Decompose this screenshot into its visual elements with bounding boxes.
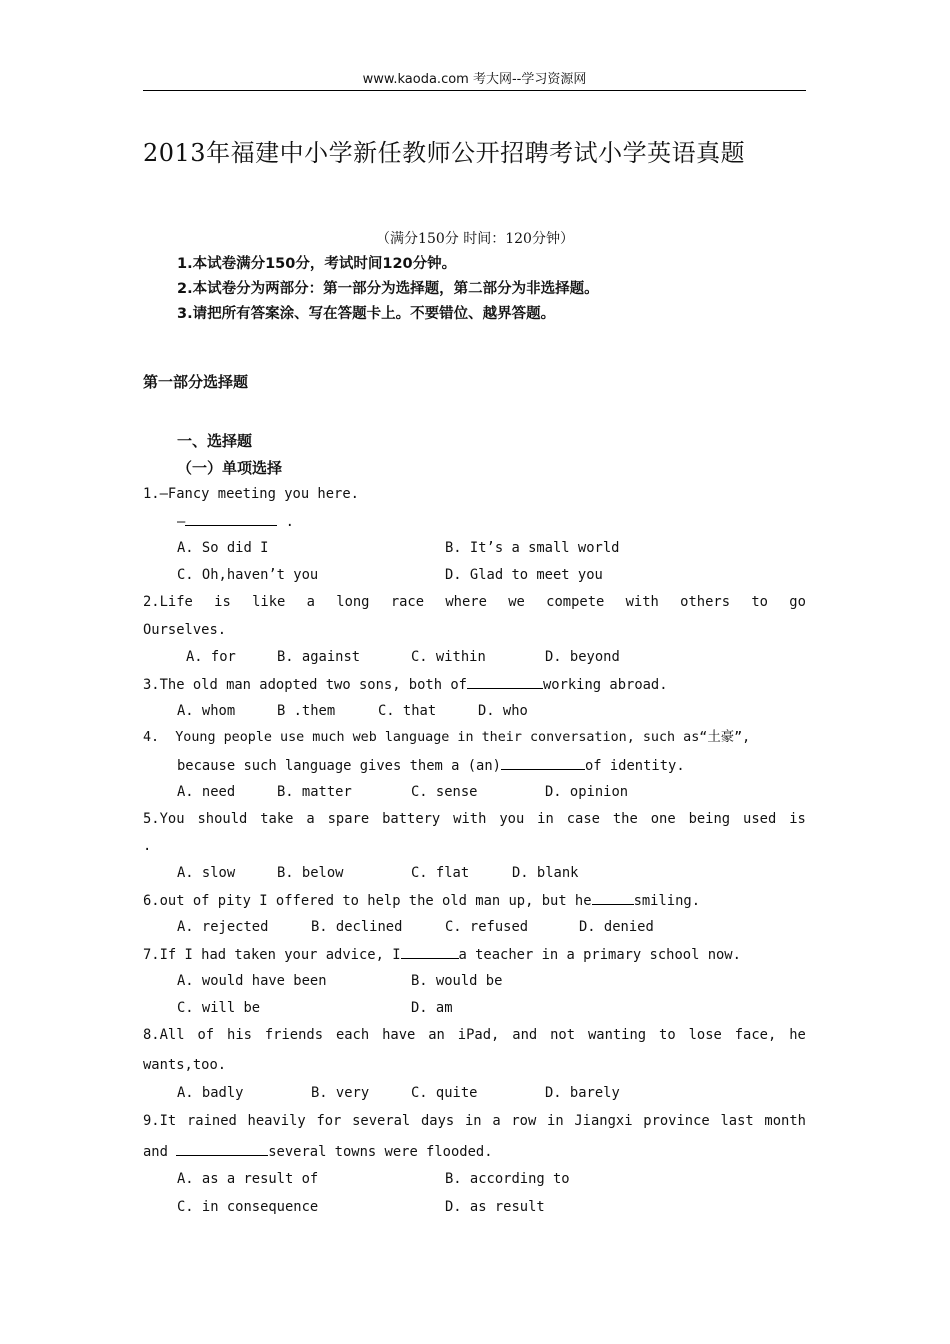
word: is <box>789 811 806 827</box>
word: used <box>743 811 777 827</box>
question-8-option-d: D. barely <box>545 1085 620 1101</box>
word: several <box>352 1113 411 1129</box>
question-2-stem <box>143 592 806 612</box>
stem-text: working abroad. <box>542 677 668 693</box>
word: should <box>197 811 248 827</box>
word: case <box>566 811 600 827</box>
word: a <box>492 1113 501 1129</box>
word: in <box>547 1113 564 1129</box>
instruction-item: 1.本试卷满分150分，考试时间120分钟。 <box>177 256 457 272</box>
word: others <box>680 594 731 610</box>
question-8-stem-cont: wants,too. <box>143 1057 227 1073</box>
question-6-option-a: A. rejected <box>177 919 269 935</box>
question-7-option-d: D. am <box>411 1000 453 1016</box>
instructions-list <box>177 252 599 327</box>
question-8-stem <box>143 1025 806 1045</box>
stem-text: and <box>143 1144 177 1160</box>
question-9-stem <box>143 1111 806 1131</box>
word: in <box>537 811 554 827</box>
question-1-reply <box>177 511 294 532</box>
word: a <box>306 811 315 827</box>
word: each <box>335 1027 370 1043</box>
question-4-stem-cont <box>177 755 685 776</box>
stem-text: because such language gives them a (an) <box>177 758 501 774</box>
answer-blank <box>501 755 585 770</box>
word: Jiangxi <box>574 1113 633 1129</box>
question-6-option-d: D. denied <box>579 919 654 935</box>
question-3-option-d: D. who <box>478 703 528 719</box>
question-1-option-d: D. Glad to meet you <box>445 567 603 583</box>
word: not <box>550 1027 576 1043</box>
word: you <box>499 811 525 827</box>
word: month <box>764 1113 806 1129</box>
word: heavily <box>247 1113 306 1129</box>
question-4-option-c: C. sense <box>411 784 478 800</box>
question-9-option-d: D. as result <box>445 1199 545 1215</box>
word: we <box>508 594 525 610</box>
word: days <box>420 1113 455 1129</box>
word: face, <box>734 1027 777 1043</box>
question-3-option-c: C. that <box>378 703 437 719</box>
stem-text: 6.out of pity I offered to help the old man up, but he <box>143 893 592 909</box>
question-9-option-b: B. according to <box>445 1171 570 1187</box>
section-heading: 一、选择题 <box>177 432 253 450</box>
answer-blank <box>176 1141 268 1156</box>
word: to <box>751 594 768 610</box>
question-8-option-b: B. very <box>311 1085 370 1101</box>
word: 9.It <box>143 1113 177 1129</box>
word: 5.You <box>143 811 185 827</box>
word: go <box>789 594 806 610</box>
question-5-option-d: D. blank <box>512 865 579 881</box>
word: with <box>453 811 487 827</box>
question-7-stem <box>143 944 741 965</box>
word: being <box>688 811 731 827</box>
question-7-option-c: C. will be <box>177 1000 261 1016</box>
word: to <box>659 1027 676 1043</box>
answer-blank <box>467 674 543 689</box>
question-3-stem <box>143 674 668 695</box>
subsection-heading: （一）单项选择 <box>177 459 283 477</box>
question-2-option-b: B. against <box>277 649 361 665</box>
question-2-stem-cont: Ourselves. <box>143 622 227 638</box>
word: friends <box>264 1027 324 1043</box>
stem-text: a teacher in a primary school now. <box>458 947 741 963</box>
word: of <box>197 1027 215 1043</box>
word: long <box>336 594 370 610</box>
word: take <box>260 811 294 827</box>
word: rained <box>186 1113 237 1129</box>
question-1-option-c: C. Oh,haven’t you <box>177 567 319 583</box>
word: 8.All <box>143 1027 185 1043</box>
question-4-option-b: B. matter <box>277 784 352 800</box>
question-5-option-c: C. flat <box>411 865 470 881</box>
question-1-option-a: A. So did I <box>177 540 269 556</box>
answer-blank <box>185 511 277 526</box>
reply-end: . <box>277 514 294 530</box>
word: race <box>390 594 425 610</box>
word: in <box>464 1113 482 1129</box>
word: with <box>625 594 659 610</box>
stem-text: smiling. <box>633 893 701 909</box>
instruction-item: 2.本试卷分为两部分：第一部分为选择题，第二部分为非选择题。 <box>177 281 599 297</box>
question-3-option-b: B .them <box>277 703 336 719</box>
question-7-option-a: A. would have been <box>177 973 327 989</box>
question-2-option-c: C. within <box>411 649 486 665</box>
question-5-option-b: B. below <box>277 865 344 881</box>
word: his <box>227 1027 252 1043</box>
answer-blank <box>401 944 459 959</box>
stem-text: 3.The old man adopted two sons, both of <box>143 677 467 693</box>
word: is <box>214 594 231 610</box>
question-4-stem: 4. Young people use much web language in their conversation, such as“土豪”, <box>143 730 751 745</box>
word: 2.Life <box>143 594 193 610</box>
question-5-stem-cont: . <box>143 838 152 854</box>
stem-text: of identity. <box>584 758 685 774</box>
word: row <box>511 1113 537 1129</box>
exam-title: 2013年福建中小学新任教师公开招聘考试小学英语真题 <box>143 139 746 167</box>
word: for <box>316 1113 342 1129</box>
word: and <box>512 1027 538 1043</box>
word: wanting <box>587 1027 647 1043</box>
question-9-stem-cont <box>143 1141 493 1162</box>
word: province <box>643 1113 710 1129</box>
instruction-item: 3.请把所有答案涂、写在答题卡上。不要错位、越界答题。 <box>177 306 556 322</box>
word: battery <box>382 811 441 827</box>
question-4-option-a: A. need <box>177 784 236 800</box>
answer-blank <box>592 890 634 905</box>
exam-subtitle: （满分150分 时间：120分钟） <box>376 231 574 247</box>
word: lose <box>688 1027 722 1043</box>
word: iPad, <box>457 1027 500 1043</box>
word: one <box>650 811 676 827</box>
stem-text: several towns were flooded. <box>268 1144 493 1160</box>
reply-dash: — <box>177 514 186 530</box>
question-8-option-c: C. quite <box>411 1085 478 1101</box>
part-heading: 第一部分选择题 <box>143 373 249 391</box>
question-3-option-a: A. whom <box>177 703 236 719</box>
question-5-stem <box>143 809 806 829</box>
word: compete <box>546 594 605 610</box>
question-5-option-a: A. slow <box>177 865 236 881</box>
word: last <box>720 1113 754 1129</box>
word: he <box>789 1027 806 1043</box>
question-2-option-a: A. for <box>186 649 236 665</box>
question-8-option-a: A. badly <box>177 1085 244 1101</box>
question-9-option-c: C. in consequence <box>177 1199 319 1215</box>
question-9-option-a: A. as a result of <box>177 1171 319 1187</box>
question-1-option-b: B. It’s a small world <box>445 540 620 556</box>
page-header: www.kaoda.com 考大网--学习资源网 <box>143 68 806 91</box>
word: spare <box>327 811 370 827</box>
question-1-stem: 1.—Fancy meeting you here. <box>143 486 359 502</box>
question-2-option-d: D. beyond <box>545 649 620 665</box>
word: the <box>612 811 638 827</box>
word: where <box>445 594 487 610</box>
question-6-option-b: B. declined <box>311 919 403 935</box>
question-4-option-d: D. opinion <box>545 784 629 800</box>
question-7-option-b: B. would be <box>411 973 503 989</box>
stem-text: 7.If I had taken your advice, I <box>143 947 401 963</box>
word: like <box>252 594 286 610</box>
word: a <box>306 594 315 610</box>
question-6-stem <box>143 890 700 911</box>
word: an <box>428 1027 445 1043</box>
question-6-option-c: C. refused <box>445 919 529 935</box>
word: have <box>382 1027 416 1043</box>
